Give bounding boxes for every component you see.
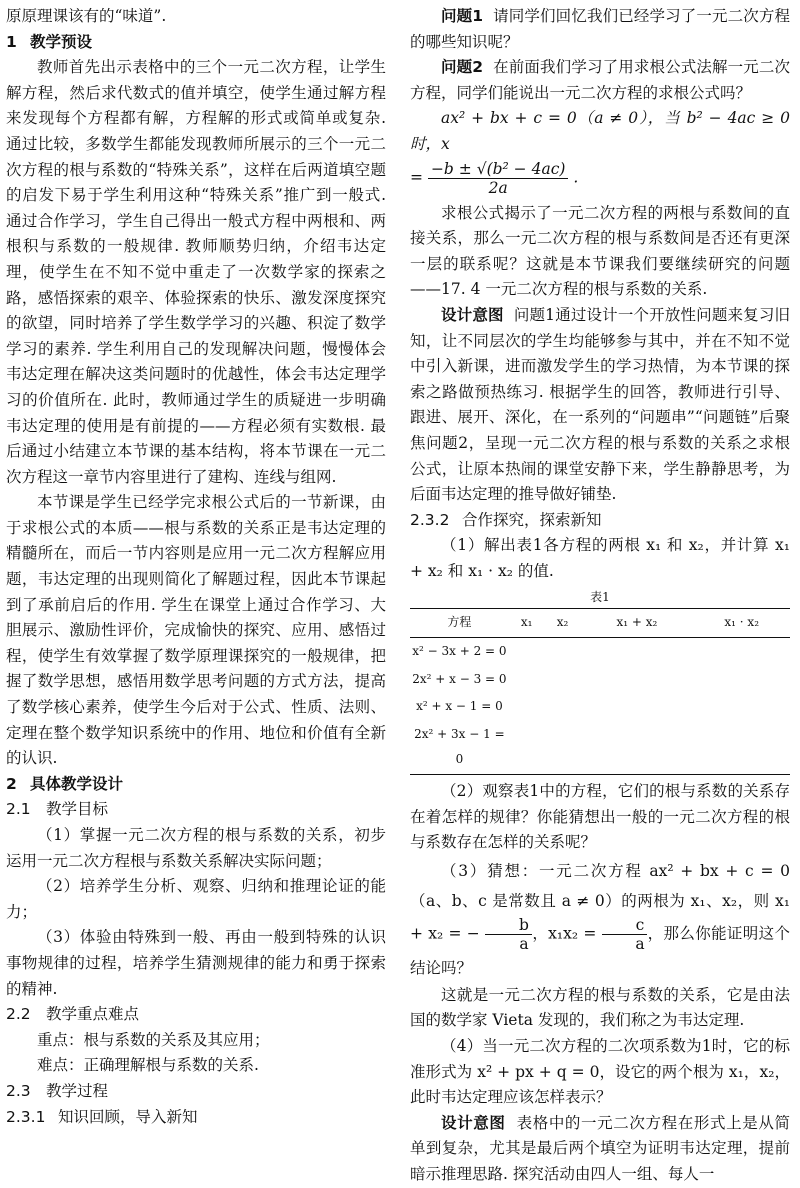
key-point: 重点：根与系数的关系及其应用； (37, 1030, 270, 1049)
table-row (410, 638, 790, 666)
step-1: （1）解出表1各方程的两根 x₁ 和 x₂，并计算 x₁ + x₂ 和 x₁ · x₂ 的值. (410, 536, 790, 580)
paragraph-vieta: 这就是一元二次方程的根与系数的关系，它是由法国的数学家 Vieta 发现的，我们称之为韦达定理. (410, 985, 790, 1030)
table-header: x₂ (545, 609, 581, 638)
question-1-label: 问题1 (441, 7, 484, 25)
right-column (410, 4, 790, 1188)
paragraph-teaching-preset: 教师首先出示表格中的三个一元二次方程，让学生解方程，然后求代数式的值并填空，使学生通过解方程来发现每个方程都有解，方程解的形式或简单或复杂. 通过比较，多数学生都能发现教师所展示的三个一元二次方程的根与系数的“特殊关系”，这样在后两道填空题的启发下易于学生利用这种“特殊关系”推广到一般式. 通过合作学习，学生自己得出一般式方程中两根和、两根积与系数的一般规律. 教师顺势归纳，介绍韦达定理，使学生在不知不觉中重走了一次数学家的探索之路，感悟探索的艰辛、体验探索的快乐、激发深度探究的欲望，同时培养了学生数学学习的兴趣、积淀了数学学习的素养. 学生利用自己的发现解决问题，慢慢体会韦达定理在解决这类问题时的优越性，体会韦达定理学习的价值所在. 此时，教师通过学生的质疑进一步明确韦达定理的使用是有前提的——方程必须有实数根. 最后通过小结建立本节课的基本结构，将本节课在一元二次方程这一章节内容里进行了建构、连线与组网. (6, 58, 386, 486)
quadratic-formula: = $\frac{\text{−b ± √(b² − 4ac)}}{2a}$ . (410, 159, 579, 197)
question-2: 问题2 在前面我们学习了用求根公式法解一元二次方程，同学们能说出一元二次方程的求根公式吗？ (410, 58, 790, 102)
step-3: （3）猜想：一元二次方程 ax² + bx + c = 0（a、b、c 是常数且 a ≠ 0）的两根为 x₁、x₂，则 x₁ + x₂ = − $\frac{b}{a}$ ，x₁x₂ = $\frac{c}{a}$ ，那么你能证明这个结论吗？ (410, 861, 790, 977)
subsection-heading-2-1: 2.1 教学目标 (6, 800, 109, 819)
goal-1: （1）掌握一元二次方程的根与系数的关系，初步运用一元二次方程根与系数关系解决实际问题； (6, 826, 386, 870)
paragraph-continued: 原原理课该有的“味道”. (6, 7, 167, 25)
paragraph-lesson-role: 本节课是学生已经学完求根公式后的一节新课，由于求根公式的本质——根与系数的关系正是韦达定理的精髓所在，而后一节内容则是应用一元二次方程解应用题，韦达定理的出现则简化了解题过程，因此本节课起到了承前启后的作用. 学生在课堂上通过合作学习、大胆展示、激励性评价，完成愉快的探究、应用、感悟过程，使学生有效掌握了数学原理课探究的一般规律，把握了数学思想，感悟用数学思考问题的方式方法，提高了数学核心素养，使学生今后对于公式、性质、法则、定理在整个数学知识系统中的作用、地位和价值有全新的认识. (6, 493, 386, 768)
subsection-heading-2-3-2: 2.3.2 合作探究，探索新知 (410, 510, 602, 529)
design-intent-1: 设计意图 问题1通过设计一个开放性问题来复习旧知，让不同层次的学生均能够参与其中，并在不知不觉中引入新课，进而激发学生的学习热情，为本节课的探索之路做预热练习. 根据学生的回答，教师进行引导、跟进、展开、深化，在一系列的“问题串”“问题链”后聚焦问题2，呈现一元二次方程的根与系数的关系之求根公式，让原本热闹的课堂安静下来，学生静静思考，为后面韦达定理的推导做好铺垫. (410, 305, 790, 504)
table-cell-equation: 2x² + x − 3 = 0 (412, 671, 507, 686)
subsection-heading-2-2: 2.2 教学重点难点 (6, 1005, 140, 1024)
design-intent-label: 设计意图 (441, 305, 504, 324)
difficult-point: 难点：正确理解根与系数的关系. (37, 1056, 259, 1075)
subsection-heading-2-3: 2.3 教学过程 (6, 1081, 109, 1100)
design-intent-2: 设计意图 表格中的一元二次方程在形式上是从简单到复杂，尤其是最后两个填空为证明韦达定理，提前暗示推理思路. 探究活动由四人一组、每人一 (410, 1113, 790, 1183)
section-heading-1: 1 教学预设 (6, 32, 93, 51)
table-caption: 表1 (590, 590, 610, 605)
goal-2: （2）培养学生分析、观察、归纳和推理论证的能力； (6, 877, 386, 921)
step-4: （4）当一元二次方程的二次项系数为1时，它的标准形式为 x² + px + q = 0，设它的两个根为 x₁，x₂，此时韦达定理应该怎样表示？ (410, 1037, 790, 1107)
quadratic-formula-line: ax² + bx + c = 0（a ≠ 0），当 b² − 4ac ≥ 0 时，x (410, 109, 790, 153)
quadratic-formula-fraction: $\frac{\text{−b ± √(b² − 4ac)}}{2a}$ (428, 160, 568, 197)
roots-table (410, 608, 790, 775)
table-header: x₁ · x₂ (693, 609, 790, 638)
table-header: 方程 (410, 609, 509, 638)
step-2: （2）观察表1中的方程，它们的根与系数的关系存在着怎样的规律？你能猜想出一般的一元二次方程的根与系数存在怎样的关系呢？ (410, 782, 790, 852)
design-intent-label: 设计意图 (441, 1113, 506, 1132)
question-2-label: 问题2 (441, 58, 484, 77)
left-column (6, 4, 386, 1130)
table-cell-equation: x² − 3x + 2 = 0 (412, 644, 507, 659)
table-row (410, 693, 790, 721)
question-1: 问题1 请同学们回忆我们已经学习了一元二次方程的哪些知识呢？ (410, 7, 790, 51)
goal-3: （3）体验由特殊到一般、再由一般到特殊的认识事物规律的过程，培养学生猜测规律的能力和勇于探索的精神. (6, 928, 386, 998)
section-heading-2: 2 具体教学设计 (6, 774, 124, 793)
table-cell-equation: x² + x − 1 = 0 (416, 699, 503, 714)
table-row (410, 666, 790, 694)
table-header: x₁ + x₂ (580, 609, 693, 638)
table-row (410, 721, 790, 775)
fraction-b-over-a: $\frac{b}{a}$ (485, 916, 532, 953)
paragraph-formula-insight: 求根公式揭示了一元二次方程的两根与系数间的直接关系，那么一元二次方程的根与系数间是否还有更深一层的联系呢？这就是本节课我们要继续研究的问题——17. 4 一元二次方程的根与系数的关系. (410, 203, 790, 299)
fraction-c-over-a: $\frac{c}{a}$ (602, 916, 648, 953)
table-cell-equation: 2x² + 3x − 1 = 0 (410, 721, 509, 775)
table-header: x₁ (509, 609, 545, 638)
subsection-heading-2-3-1: 2.3.1 知识回顾，导入新知 (6, 1107, 198, 1126)
